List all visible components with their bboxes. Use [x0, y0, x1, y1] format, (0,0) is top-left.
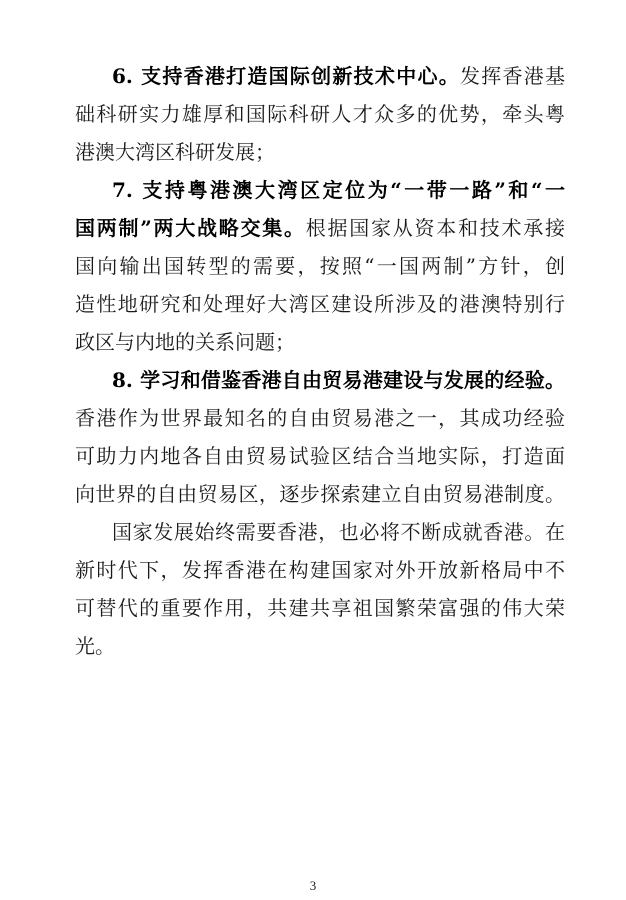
paragraph-8-line-2: 香港作为世界最知名的自由贸易港之一，其成功经验 — [75, 406, 565, 430]
paragraph-7-line-1 — [112, 176, 565, 204]
paragraph-8-line-3: 可助力内地各自由贸易试验区结合当地实际，打造面 — [75, 444, 565, 468]
paragraph-7-line-2 — [75, 214, 565, 242]
paragraph-8-line-4: 向世界的自由贸易区，逐步探索建立自由贸易港制度。 — [75, 482, 565, 506]
paragraph-6-text: 发挥香港基 — [459, 64, 565, 88]
paragraph-7-line-5: 政区与内地的关系问题； — [75, 330, 295, 354]
conclusion-line-1: 国家发展始终需要香港，也必将不断成就香港。在 — [112, 520, 565, 544]
paragraph-6-heading: 6. 支持香港打造国际创新技术中心。 — [112, 64, 460, 88]
conclusion-line-2: 新时代下，发挥香港在构建国家对外开放新格局中不 — [75, 558, 565, 582]
paragraph-7-heading-cont: 国两制”两大战略交集。 — [75, 216, 306, 240]
page-number: 3 — [309, 878, 317, 893]
paragraph-7-line-3: 国向输出国转型的需要，按照“一国两制”方针，创 — [75, 254, 565, 278]
conclusion-line-3: 可替代的重要作用，共建共享祖国繁荣富强的伟大荣 — [75, 596, 565, 620]
paragraph-7-text: 根据国家从资本和技术承接 — [305, 216, 565, 240]
paragraph-6-line-2: 础科研实力雄厚和国际科研人才众多的优势，牵头粤 — [75, 102, 565, 126]
paragraph-7-line-4: 造性地研究和处理好大湾区建设所涉及的港澳特别行 — [75, 292, 565, 316]
conclusion-line-4: 光。 — [75, 634, 115, 658]
paragraph-7-heading: 7. 支持粤港澳大湾区定位为“一带一路”和“一 — [112, 178, 565, 202]
paragraph-8-line-1 — [112, 366, 565, 394]
paragraph-8-heading: 8. 学习和借鉴香港自由贸易港建设与发展的经验。 — [112, 368, 565, 392]
paragraph-6-line-3: 港澳大湾区科研发展； — [75, 140, 275, 164]
paragraph-6-line-1 — [112, 62, 565, 90]
